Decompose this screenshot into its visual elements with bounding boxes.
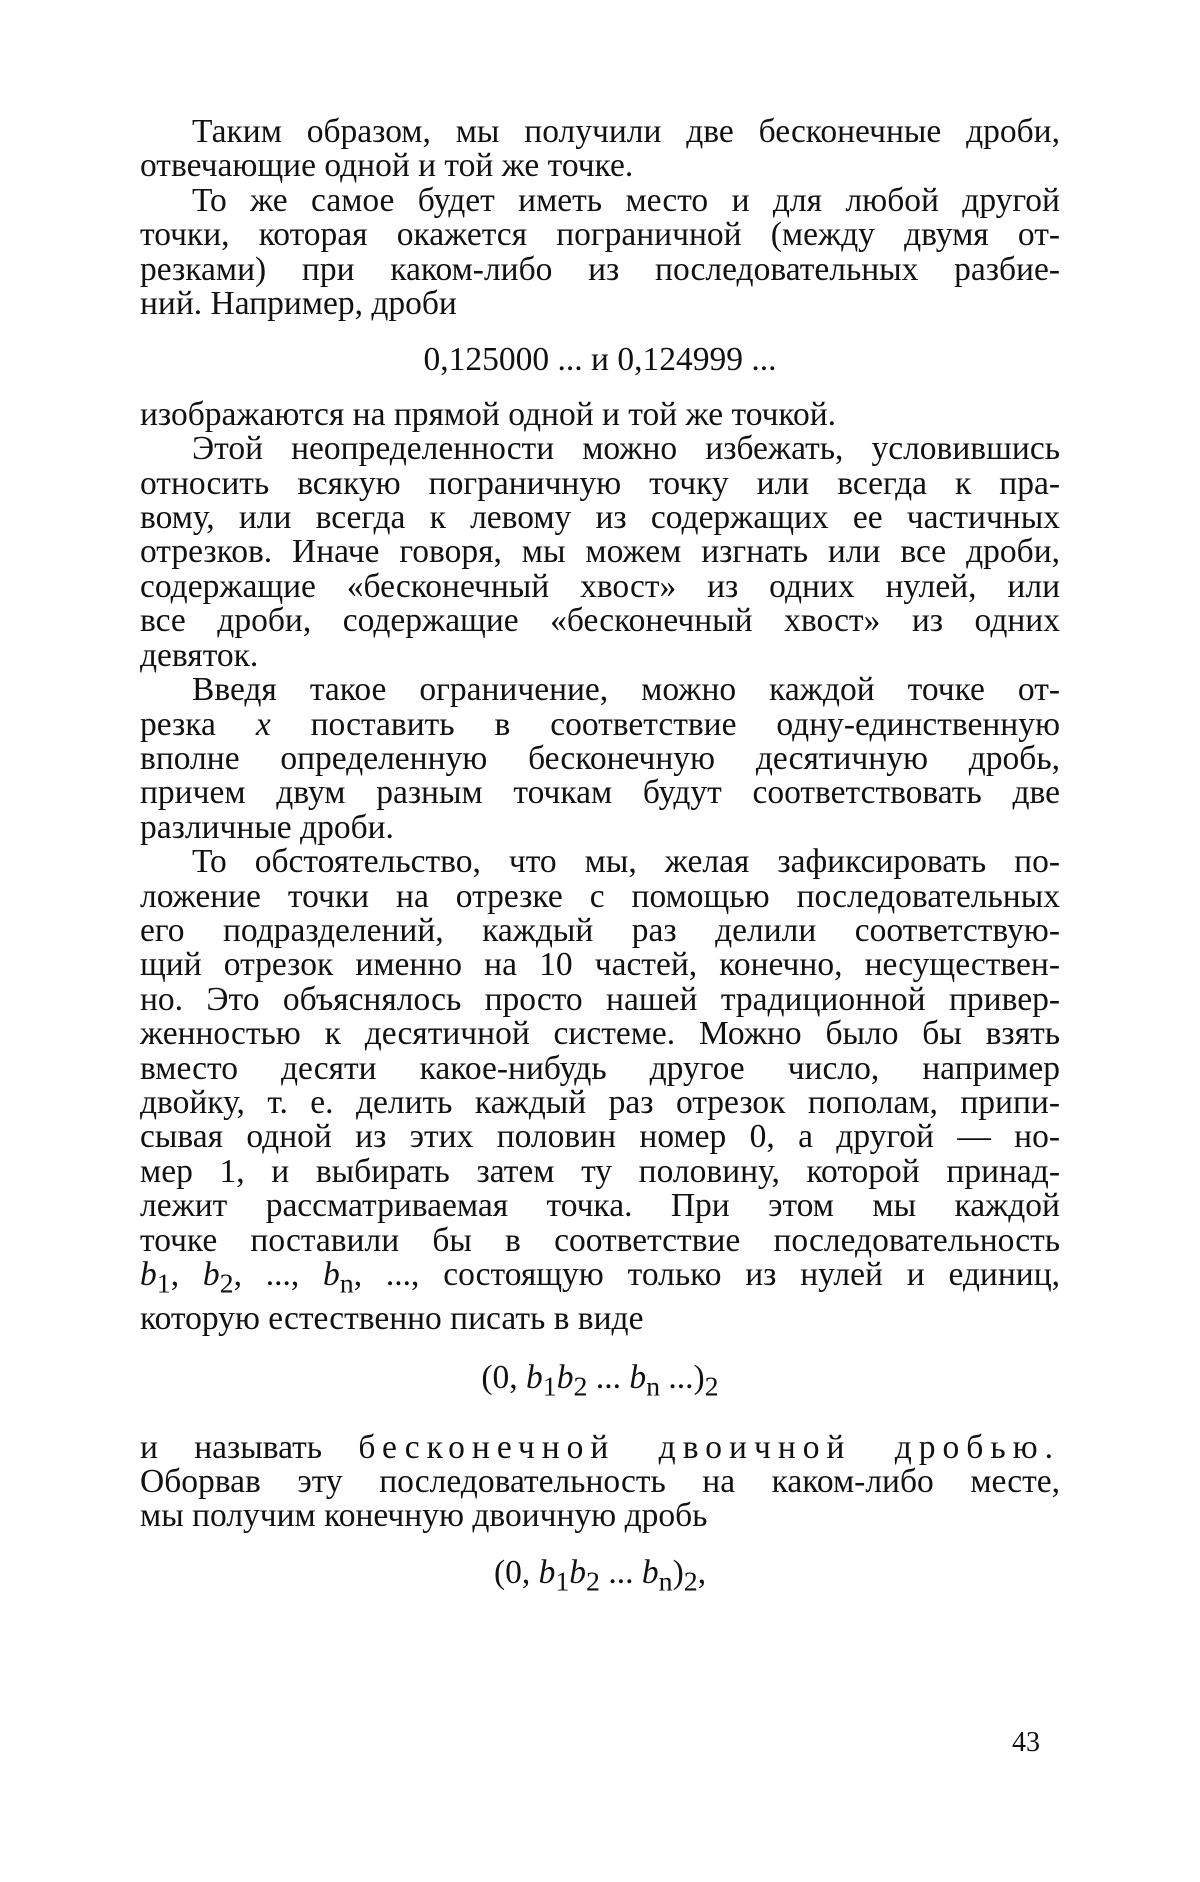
text-line: сывая одной из этих половин номер 0, а другой — но- (140, 1118, 1060, 1156)
paragraph (140, 1465, 1060, 1499)
text-line: его подразделений, каждый раз делили соответствую- (140, 911, 1060, 949)
text-line: вому, или всегда к левому из содержащих ее частичных (140, 499, 1060, 537)
text-line: точке поставили бы в соответствие последовательность (140, 1221, 1060, 1259)
paragraph (140, 1189, 1060, 1223)
text-line: щий отрезок именно на 10 частей, конечно, несуществен- (140, 946, 1060, 984)
text-line: ложение точки на отрезке с помощью последовательных (140, 877, 1060, 915)
paragraph (140, 501, 1060, 535)
page-number: 43 (1012, 1727, 1040, 1758)
subscript: n (339, 1268, 354, 1300)
subscript: 2 (573, 1371, 588, 1403)
text-line: точки, которая окажется пограничной (между двумя от- (140, 216, 1060, 254)
paragraph (140, 1258, 1060, 1302)
text-line: резками) при каком-либо из последовательных разбие- (140, 250, 1060, 288)
subscript: n (646, 1371, 661, 1403)
formula-part: , ..., (233, 1256, 324, 1293)
text-line: поставить в соответствие одну-единственную (310, 705, 1061, 743)
formula-part: ... (587, 1358, 630, 1396)
formula-part: ... (600, 1553, 642, 1591)
paragraph (140, 604, 1060, 638)
formula-decimals (140, 343, 1060, 377)
variable-b: b (629, 1358, 647, 1396)
variable-b: b (323, 1256, 340, 1293)
formula-part: ... (557, 341, 583, 379)
formula-part: ) (672, 1553, 684, 1591)
paragraph (140, 535, 1060, 569)
formula-part: , (697, 1553, 707, 1591)
text-line: различные дроби. (140, 808, 394, 846)
paragraph (140, 567, 1060, 605)
paragraph (140, 739, 1060, 777)
text-line: относить всякую пограничную точку или всегда к пра- (140, 464, 1060, 502)
paragraph (140, 464, 1060, 502)
paragraph (140, 115, 1060, 149)
text-line: девяток. (140, 636, 259, 674)
formula-part: , (170, 1256, 203, 1293)
paragraph (140, 1049, 1060, 1087)
paragraph (140, 808, 1060, 846)
text-line: женностью к десятичной системе. Можно было бы взять (140, 1015, 1060, 1053)
text-line: мер 1, и выбирать затем ту половину, которой принад- (140, 1152, 1060, 1190)
formula-part: 0,124999 (617, 341, 743, 379)
formula-part: (0, (481, 1358, 527, 1396)
text-line: ний. Например, дроби (140, 285, 457, 323)
text-line: которую естественно писать в виде (140, 1300, 644, 1338)
formula-binary-finite (140, 1553, 1060, 1600)
formula-part: и (591, 341, 609, 379)
variable-b: b (538, 1553, 556, 1591)
subscript: 1 (542, 1371, 557, 1403)
text-line: но. Это объяснялось просто нашей традиционной привер- (140, 980, 1060, 1018)
text-line: отрезков. Иначе говоря, мы можем изгнать или все дроби, (140, 533, 1060, 571)
page-body (140, 115, 1060, 1600)
variable-b: b (641, 1553, 659, 1591)
paragraph (140, 432, 1060, 466)
paragraph (140, 218, 1060, 252)
paragraph (140, 1152, 1060, 1190)
paragraph (140, 395, 1060, 433)
variable-x: x (255, 705, 271, 743)
paragraph (140, 705, 1061, 743)
paragraph (140, 845, 1060, 879)
variable-b: b (569, 1553, 587, 1591)
formula-part: (0, (493, 1553, 539, 1591)
formula-part: 0,125000 (423, 341, 550, 379)
text-line: и называть (140, 1428, 323, 1466)
paragraph (140, 636, 1060, 674)
text-line: лежит рассматриваемая точка. При этом мы каждой (140, 1187, 1060, 1225)
formula-binary-infinite (140, 1358, 1060, 1405)
paragraph (140, 1120, 1060, 1154)
text-line: мы получим конечную двоичную дробь (140, 1497, 708, 1535)
text-line: содержащие «бесконечный хвост» из одних нулей, или (140, 567, 1060, 605)
subscript: 2 (683, 1566, 698, 1598)
variable-b: b (140, 1256, 157, 1293)
paragraph (140, 287, 1060, 321)
subscript: 1 (555, 1566, 570, 1598)
paragraph (140, 911, 1060, 949)
text-line: То обстоятельство, что мы, желая зафиксировать по- (192, 843, 1060, 881)
text-line: причем двум разным точкам будут соответствовать две (140, 774, 1060, 812)
subscript: 2 (219, 1268, 234, 1300)
paragraph (140, 1428, 1061, 1466)
text-line: , ..., состоящую только из нулей и единиц, (353, 1256, 1060, 1293)
text-line: все дроби, содержащие «бесконечный хвост» из одних (140, 602, 1060, 640)
text-line: Этой неопределенности можно избежать, условившись (192, 430, 1060, 468)
variable-b: b (526, 1358, 543, 1396)
text-line: Таким образом, мы получили две бесконечные дроби, (192, 113, 1060, 150)
text-line: Введя такое ограничение, можно каждой точке от- (192, 671, 1060, 709)
subscript: 2 (586, 1566, 600, 1598)
paragraph (140, 1017, 1060, 1051)
text-line: резка (140, 705, 216, 743)
formula-part: ... (751, 341, 777, 379)
formula-part: ...) (660, 1358, 705, 1396)
variable-b: b (556, 1358, 574, 1396)
variable-b: b (202, 1256, 220, 1293)
subscript: 1 (156, 1268, 171, 1300)
paragraph (140, 250, 1060, 288)
paragraph (140, 1083, 1060, 1121)
text-line: вместо десяти какое-нибудь другое число, например (140, 1049, 1060, 1087)
paragraph (140, 980, 1060, 1018)
text-line: вполне определенную бесконечную десятичную дробь, (140, 739, 1060, 777)
paragraph (140, 948, 1060, 982)
paragraph (140, 149, 1060, 183)
paragraph (140, 877, 1060, 915)
paragraph (140, 1302, 1060, 1336)
text-line: изображаются на прямой одной и той же точкой. (140, 395, 837, 433)
text-line: двойку, т. е. делить каждый раз отрезок пополам, припи- (140, 1083, 1060, 1121)
text-line: Оборвав эту последовательность на каком-либо месте, (140, 1463, 1060, 1500)
paragraph (140, 673, 1060, 707)
paragraph (140, 181, 1060, 219)
text-line: отвечающие одной и той же точке. (140, 147, 634, 185)
paragraph (140, 1499, 1060, 1533)
emphasized-term: бесконечной двоичной дробью. (358, 1428, 1061, 1466)
subscript: n (658, 1566, 673, 1598)
subscript: 2 (704, 1371, 719, 1403)
text-line: То же самое будет иметь место и для любой другой (192, 181, 1060, 219)
paragraph (140, 1221, 1060, 1259)
paragraph (140, 776, 1060, 810)
